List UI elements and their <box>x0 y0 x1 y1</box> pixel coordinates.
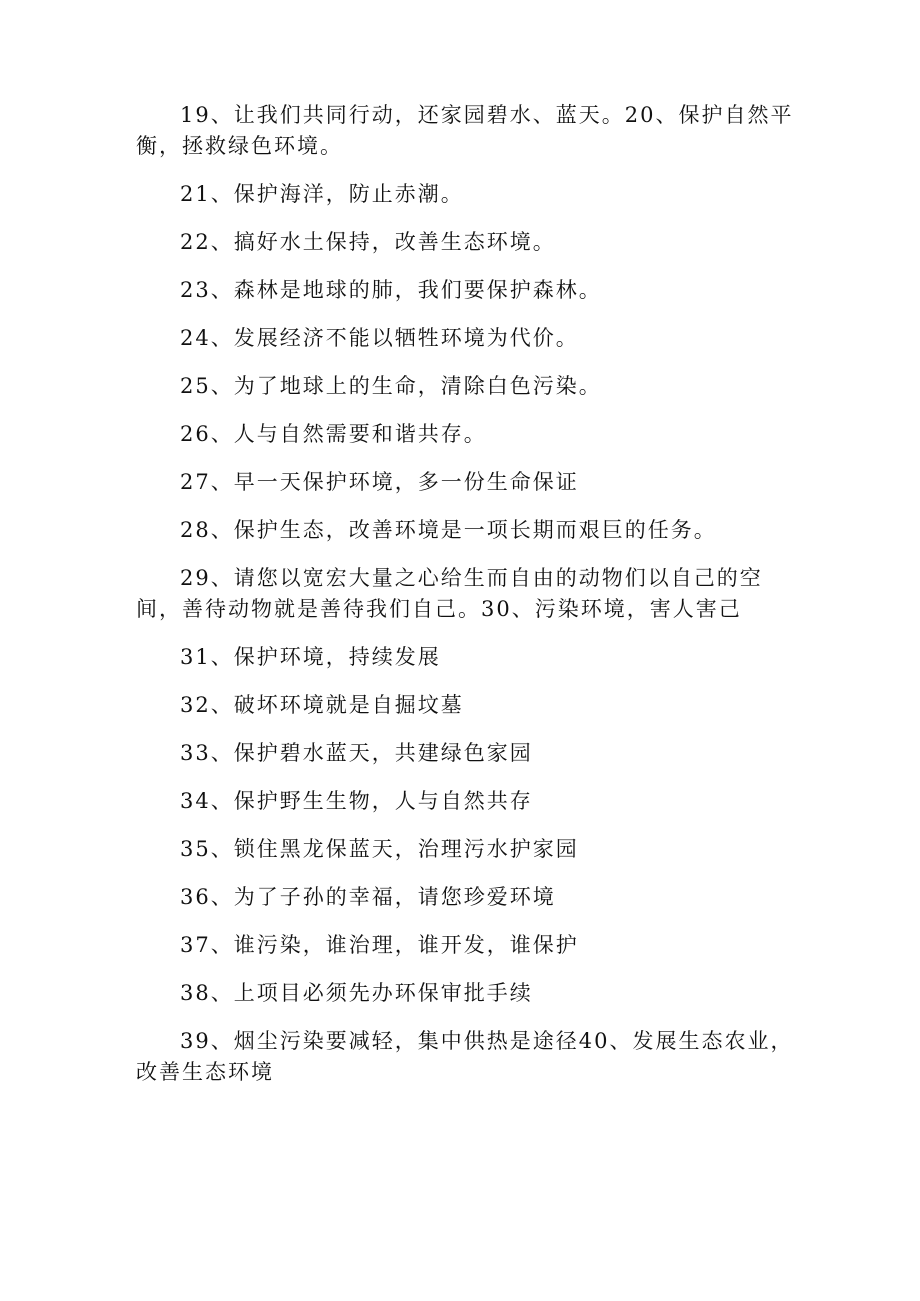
paragraph-23: 23、森林是地球的肺，我们要保护森林。 <box>180 278 602 302</box>
paragraph-38: 38、上项目必须先办环保审批手续 <box>180 981 533 1005</box>
paragraph-36: 36、为了子孙的幸福，请您珍爱环境 <box>180 885 556 909</box>
paragraph-22: 22、搞好水土保持，改善生态环境。 <box>180 230 556 254</box>
document-body <box>136 100 796 1105</box>
paragraph-34: 34、保护野生生物，人与自然共存 <box>180 789 533 813</box>
paragraph-31: 31、保护环境，持续发展 <box>180 645 441 669</box>
paragraph-32: 32、破坏环境就是自掘坟墓 <box>180 693 464 717</box>
paragraph-28: 28、保护生态，改善环境是一项长期而艰巨的任务。 <box>180 518 717 542</box>
paragraph-39-40: 39、烟尘污染要减轻，集中供热是途径40、发展生态农业，改善生态环境 <box>136 1029 794 1084</box>
paragraph-33: 33、保护碧水蓝天，共建绿色家园 <box>180 741 533 765</box>
paragraph-19-20: 19、让我们共同行动，还家园碧水、蓝天。20、保护自然平衡，拯救绿色环境。 <box>136 103 794 158</box>
paragraph-24: 24、发展经济不能以牺牲环境为代价。 <box>180 326 579 350</box>
paragraph-37: 37、谁污染，谁治理，谁开发，谁保护 <box>180 933 579 957</box>
paragraph-29-30: 29、请您以宽宏大量之心给生而自由的动物们以自己的空间，善待动物就是善待我们自己。30、污染环境，害人害己 <box>136 566 763 621</box>
paragraph-21: 21、保护海洋，防止赤潮。 <box>180 182 464 206</box>
paragraph-27: 27、早一天保护环境，多一份生命保证 <box>180 470 579 494</box>
paragraph-26: 26、人与自然需要和谐共存。 <box>180 422 487 446</box>
paragraph-35: 35、锁住黑龙保蓝天，治理污水护家园 <box>180 837 579 861</box>
paragraph-25: 25、为了地球上的生命，清除白色污染。 <box>180 374 602 398</box>
